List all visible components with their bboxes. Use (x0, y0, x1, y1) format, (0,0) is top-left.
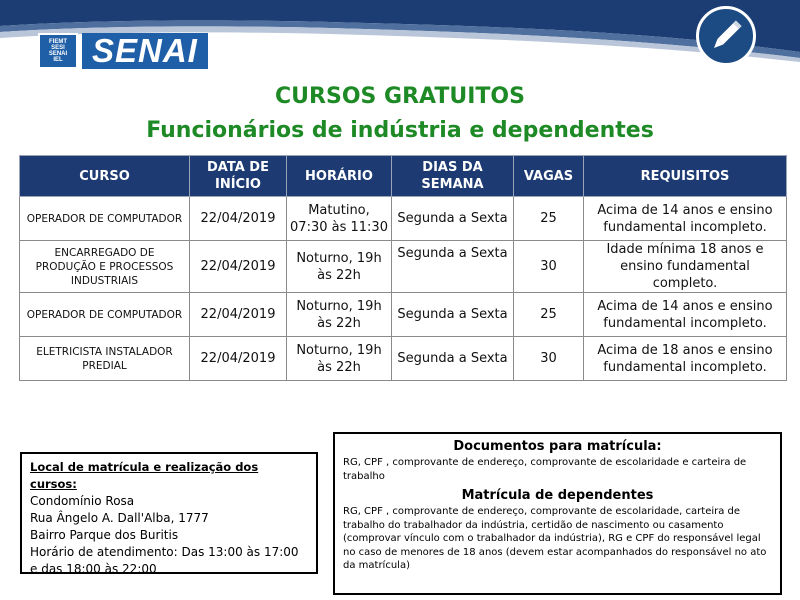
cell-horario: Noturno, 19h às 22h (287, 241, 392, 293)
column-header-curso: CURSO (20, 156, 190, 197)
cell-dias: Segunda a Sexta (392, 241, 514, 293)
location-line: Condomínio Rosa (30, 494, 135, 508)
cell-horario: Noturno, 19h às 22h (287, 337, 392, 381)
badge-line: IEL (53, 57, 63, 63)
dependents-text: RG, CPF , comprovante de endereço, comprovante de escolaridade, carteira de trabalho do trabalhador da indústria, certidão de nascimento ou casamento (comprovar vínculo com o trabalhador da indústria), RG e CPF do responsável legal no caso de menores de 18 anos (devem estar acompanhados do responsável no ato da matrícula) (343, 506, 767, 571)
cell-data: 22/04/2019 (190, 293, 287, 337)
table-header-row (20, 156, 787, 197)
cell-curso: OPERADOR DE COMPUTADOR (20, 293, 190, 337)
column-header-requisitos: REQUISITOS (584, 156, 787, 197)
cell-horario: Matutino, 07:30 às 11:30 (287, 197, 392, 241)
cell-data: 22/04/2019 (190, 197, 287, 241)
badge-line: SESI (51, 45, 65, 51)
documents-box (333, 432, 782, 595)
cell-data: 22/04/2019 (190, 337, 287, 381)
cell-curso: OPERADOR DE COMPUTADOR (20, 197, 190, 241)
cell-requisitos: Acima de 14 anos e ensino fundamental incompleto. (584, 197, 787, 241)
table-row (20, 197, 787, 241)
table-row (20, 293, 787, 337)
cell-dias: Segunda a Sexta (392, 293, 514, 337)
dependents-heading: Matrícula de dependentes (461, 488, 654, 503)
table-row (20, 241, 787, 293)
cell-curso: ELETRICISTA INSTALADOR PREDIAL (20, 337, 190, 381)
cell-dias: Segunda a Sexta (392, 337, 514, 381)
location-line: Horário de atendimento: Das 13:00 às 17:00 (30, 545, 299, 559)
location-line: Bairro Parque dos Buritis (30, 528, 179, 542)
cell-vagas: 25 (514, 197, 584, 241)
senai-wordmark: SENAI (82, 33, 208, 69)
cell-data: 22/04/2019 (190, 241, 287, 293)
column-header-vagas: VAGAS (514, 156, 584, 197)
page-title: CURSOS GRATUITOS (275, 84, 525, 109)
location-box (20, 452, 318, 574)
senai-logo (38, 33, 208, 69)
column-header-data: DATA DE INÍCIO (190, 156, 287, 197)
cell-horario: Noturno, 19h às 22h (287, 293, 392, 337)
cell-vagas: 25 (514, 293, 584, 337)
cell-requisitos: Acima de 18 anos e ensino fundamental incompleto. (584, 337, 787, 381)
column-header-dias: DIAS DA SEMANA (392, 156, 514, 197)
column-header-horario: HORÁRIO (287, 156, 392, 197)
system-badge (38, 33, 78, 69)
table-row (20, 337, 787, 381)
location-line: e das 18:00 às 22:00 (30, 562, 157, 576)
documents-heading: Documentos para matrícula: (453, 439, 662, 454)
cell-dias: Segunda a Sexta (392, 197, 514, 241)
badge-line: FIEMT (49, 39, 67, 45)
pencil-icon (696, 6, 756, 66)
badge-line: SENAI (48, 51, 68, 57)
cell-vagas: 30 (514, 337, 584, 381)
location-line: Rua Ângelo A. Dall'Alba, 1777 (30, 511, 209, 525)
pencil-icon-graphic (699, 9, 753, 63)
cell-requisitos: Idade mínima 18 anos e ensino fundamental completo. (584, 241, 787, 293)
documents-text: RG, CPF , comprovante de endereço, comprovante de escolaridade e carteira de trabalho (343, 457, 747, 482)
location-heading: Local de matrícula e realização dos cursos: (30, 460, 259, 491)
courses-table (19, 155, 787, 381)
cell-requisitos: Acima de 14 anos e ensino fundamental incompleto. (584, 293, 787, 337)
page-subtitle: Funcionários de indústria e dependentes (146, 118, 654, 143)
cell-curso: ENCARREGADO DE PRODUÇÃO E PROCESSOS INDUSTRIAIS (20, 241, 190, 293)
cell-vagas: 30 (514, 241, 584, 293)
